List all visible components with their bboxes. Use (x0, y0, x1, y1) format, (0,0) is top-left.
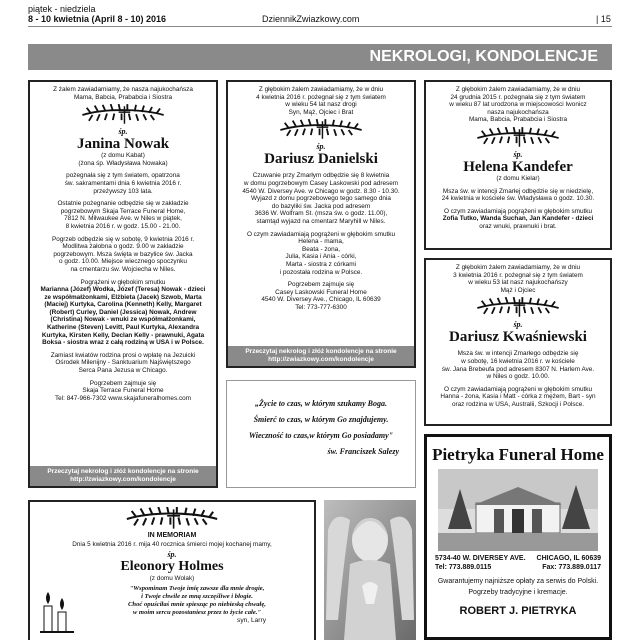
intro: w wieku 54 lat nasz drogi (285, 101, 357, 109)
memoriam-label: IN MEMORIAM (147, 532, 197, 539)
verse-line: Choć opuściłaś mnie spiesząc po niebieską chwałę, (128, 601, 266, 609)
text: Beata - żona, (301, 245, 340, 253)
candles-icon (38, 590, 76, 636)
text: i pozostała rodzina w Polsce. (279, 268, 363, 276)
intro: Z głębokim żalem zawiadamiamy, że w dniu (258, 86, 384, 93)
header-day: piątek - niedziela (28, 4, 96, 14)
text: Katherine (Steven) Levitt, Paul Kurtyka, Alexandra (46, 324, 200, 332)
sp-label: śp. (513, 320, 523, 330)
intro: 4 kwietnia 2016 r. pożegnał się z tym światem (256, 93, 386, 101)
maiden-name: (z domu Wolak) (149, 574, 195, 582)
footer-url[interactable]: http://zwiazkowy.com/kondolencje (70, 476, 176, 483)
text: w Niles o godz. 10.00. (486, 373, 550, 381)
text: św. Jana Brebeufa pod adresem 8307 N. Harlem Ave. (441, 365, 595, 373)
funeral-home-phone[interactable]: Tel: 773.889.0115 (435, 564, 492, 571)
funeral-home-photo (438, 469, 598, 551)
quote-line: „Życie to czas, w którym szukamy Boga. (255, 399, 387, 408)
text: Modlitwa żałobna o godz. 9.00 w zakładzie (62, 243, 184, 251)
text: przeżywszy 103 lata. (93, 187, 153, 195)
in-memoriam-holmes (28, 500, 316, 640)
text: O czym zawiadamiają pogrążeni w głębokim smutku (443, 207, 593, 215)
condolence-link[interactable] (30, 466, 216, 486)
section-title: NEKROLOGI, KONDOLENCJE (369, 48, 598, 65)
verse-line: "Wspominam Twoje imię zawsze dla mnie drogie, (129, 585, 265, 593)
text: Hanna - żona, Kasia i Matt - córka z mężem, Bart - syn (440, 393, 596, 401)
text: Helena - mama, (298, 238, 344, 246)
intro: w wieku 87 lat urodzona w miejscowości Iwonicz (449, 101, 587, 109)
text: w sobotę, 16 kwietnia 2016 r. w kościele (461, 357, 575, 365)
funeral-home-fax: Fax: 773.889.0117 (542, 564, 601, 571)
maiden-name: (z domu Kielar) (496, 174, 540, 182)
sp-label: śp. (118, 127, 128, 137)
text: stamtąd wyjazd na cmentarz Maryhill w Niles. (256, 217, 386, 225)
deceased-name: Dariusz Kwaśniewski (449, 329, 587, 346)
maiden-name: (z domu Kabat) (101, 152, 145, 160)
intro: nasza najukochańsza (487, 108, 549, 116)
obituary-nowak (28, 80, 218, 488)
intro: Mama, Babcia, Prababcia i Siostra (468, 116, 568, 124)
text: Skaja Terrace Funeral Home (82, 387, 164, 395)
obituary-kandefer (424, 80, 612, 250)
funeral-home-title: Pietryka Funeral Home (432, 445, 604, 464)
text: 3636 W. Wolfram St. (msza św. o godz. 11.00), (254, 210, 388, 218)
text: Serca Pana Jezusa w Chicago. (78, 367, 168, 375)
funeral-home-owner: ROBERT J. PIETRYKA (459, 605, 577, 617)
header-date: 8 - 10 kwietnia (April 8 - 10) 2016 (28, 14, 167, 24)
text: Pogrzebem zajmuje się (89, 379, 157, 387)
text: (Christina) Nowak - wnuki ze współmałżonkami, (50, 316, 196, 324)
spouse: (żona śp. Władysława Nowaka) (78, 159, 168, 167)
funeral-home-ad (424, 434, 612, 640)
text: Czuwanie przy Zmarłym odbędzie się 8 kwietnia (252, 172, 390, 180)
text: Tel: 773-777-6300 (295, 303, 347, 311)
quote-line: Śmierć to czas, w którym Go znajdujemy. (253, 415, 389, 424)
intro: Z głębokim żalem zawiadamiamy, że w dniu (455, 86, 581, 93)
text: ze współmałżonkami, Elżbieta (Jacek) Szwob, Marta (44, 293, 202, 301)
text: Msza św. w intencji Zmarłej odbędzie się w niedzielę, (442, 187, 594, 195)
text: Kurtyka, Kirsten Kelly, Declan Kelly - prawnuki, Agata (41, 331, 205, 339)
text: 4540 W. Diversey Ave. w Chicago w godz. 8.30 - 10.30. (242, 187, 400, 195)
text: Zamiast kwiatów rodzina prosi o wpłatę na Jezuicki (50, 351, 196, 359)
text: Gwarantujemy najniższe opłaty za serwis do Polski. (437, 578, 599, 585)
intro: 24 grudnia 2015 r. pożegnała się z tym światem (450, 93, 586, 101)
palm-cross-icon (276, 119, 366, 141)
funeral-home-address: 5734-40 W. DIVERSEY AVE. (435, 555, 526, 562)
angel-statue-image (324, 500, 416, 640)
text: Zofia Tutko, Wanda Suchan, Jan Kandefer - dzieci (442, 215, 594, 223)
text: Marianna (Józef) Wodka, Józef (Teresa) Nowak - dzieci (40, 286, 206, 294)
obituary-kwasniewski (424, 258, 612, 426)
text: pożegnała się z tym światem, opatrzona (66, 172, 180, 180)
sp-label: śp. (316, 142, 326, 152)
text: Ostatnie pożegnanie odbędzie się w zakładzie (57, 200, 189, 208)
quote-box (226, 380, 416, 488)
text: oraz wnuki, prawnuki i brat. (479, 222, 557, 230)
intro: Mama, Babcia, Prababcia i Siostra (73, 93, 173, 101)
text: Boksa - siostra wraz z całą rodziną w USA i w Polsce. (42, 339, 204, 347)
intro: Z żalem zawiadamiamy, że nasza najukochańsza (53, 86, 193, 93)
text: św. sakramentami dnia 6 kwietnia 2016 r. (64, 179, 182, 187)
text: Ośrodek Milenijny - Sanktuarium Najświętszego (55, 359, 191, 367)
text: O czym zawiadamiają pogrążeni w głębokim smutku (443, 385, 593, 393)
footer-line: Przeczytaj nekrolog i złóż kondolencje na stronie (47, 468, 199, 475)
text: Julia, Kasia i Ania - córki, (285, 253, 357, 261)
text: w domu pogrzebowym Casey Laskowski pod adresem (243, 179, 399, 187)
condolence-link[interactable] (228, 346, 414, 366)
text: na cmentarzu św. Wojciecha w Niles. (70, 265, 176, 273)
palm-cross-icon (473, 127, 563, 149)
footer-line: Przeczytaj nekrolog i złóż kondolencje na stronie (245, 348, 397, 355)
text: (Maciej) Kurtyka, Carolina (Kenneth) Kelly, Margaret (44, 301, 202, 309)
deceased-name: Dariusz Danielski (264, 151, 378, 168)
deceased-name: Helena Kandefer (463, 158, 573, 175)
text: Pogrzeby tradycyjne i kremacje. (468, 589, 568, 596)
deceased-name: Eleonory Holmes (120, 558, 224, 574)
text: pogrzebowym Skaja Terrace Funeral Home, (60, 207, 186, 215)
text: 7812 N. Milwaukee Ave. w Niles w piątek, (64, 215, 182, 223)
intro: Syn, Mąż, Ojciec i Brat (288, 108, 354, 116)
sp-label: śp. (513, 149, 523, 159)
text: 4540 W. Diversey Ave., Chicago, IL 60639 (261, 296, 381, 304)
intro: Mąż i Ojciec (500, 286, 536, 294)
quote-author: św. Franciszek Salezy (327, 447, 399, 456)
intro: w wieku 53 lat nasz najukochańszy (468, 279, 568, 287)
section-bar (28, 44, 612, 70)
text: pogrzebowym. Msza święta w bazylice św. Jacka (53, 250, 193, 258)
signature: syn, Larry (237, 617, 266, 625)
page-number: | 15 (596, 14, 611, 24)
header-divider (28, 26, 612, 27)
header-site[interactable]: DziennikZwiazkowy.com (262, 14, 360, 24)
palm-cross-icon (78, 104, 168, 126)
text: Wyjazd z domu pogrzebowego tego samego dnia (251, 195, 391, 203)
intro: Z głębokim żalem zawiadamiamy, że w dniu (455, 264, 581, 271)
text: Marta - siostra z córkami (286, 260, 356, 268)
deceased-name: Janina Nowak (76, 136, 170, 153)
text: 8 kwietnia 2016 r. w godz. 15.00 - 21.00. (65, 222, 181, 230)
text: Pogrążeni w głębokim smutku (80, 278, 166, 286)
text: do bazyliki św. Jacka pod adresem (271, 202, 371, 210)
funeral-home-city: CHICAGO, IL 60639 (536, 555, 601, 562)
palm-cross-icon (122, 507, 222, 531)
obituary-danielski (226, 80, 416, 368)
text: oraz rodzina w USA, Australii, Szkocji i Polsce. (451, 400, 585, 408)
text: Pogrzeb odbędzie się w sobotę, 9 kwietnia 2016 r. (51, 235, 195, 243)
palm-cross-icon (473, 297, 563, 319)
text: 24 kwietnia w kościele św. Władysława o godz. 10.30. (441, 195, 595, 203)
verse-line: i Twoje chwile ze mną szczęśliwe i błogie. (141, 593, 253, 601)
sp-label: śp. (167, 549, 177, 559)
footer-url[interactable]: http://zwiazkowy.com/kondolencje (268, 356, 374, 363)
verse-line: w moim sercu pozostaniesz przez to życie całe." (132, 609, 262, 617)
text: o godz. 10.00. Miejsce wiecznego spoczynku (59, 258, 187, 266)
intro: 3 kwietnia 2016 r. pożegnał się z tym światem (453, 271, 583, 279)
text: O czym zawiadamiają pogrążeni w głębokim smutku (246, 230, 396, 238)
text: Casey Laskowski Funeral Home (275, 288, 367, 296)
text: Dnia 5 kwietnia 2016 r. mija 40 rocznica śmierci mojej kochanej mamy, (72, 541, 272, 548)
quote-line: Wieczność to czas,w którym Go posiadamy" (248, 431, 394, 440)
text: Msza św. w intencji Zmarłego odbędzie się (457, 350, 579, 358)
text: Tel: 847-966-7302 www.skajafuneralhomes.com (54, 394, 192, 402)
text: (Robert) Curley, Daniel (Jessica) Nowak, Andrew (49, 308, 197, 316)
text: Pogrzebem zajmuje się (287, 281, 355, 289)
